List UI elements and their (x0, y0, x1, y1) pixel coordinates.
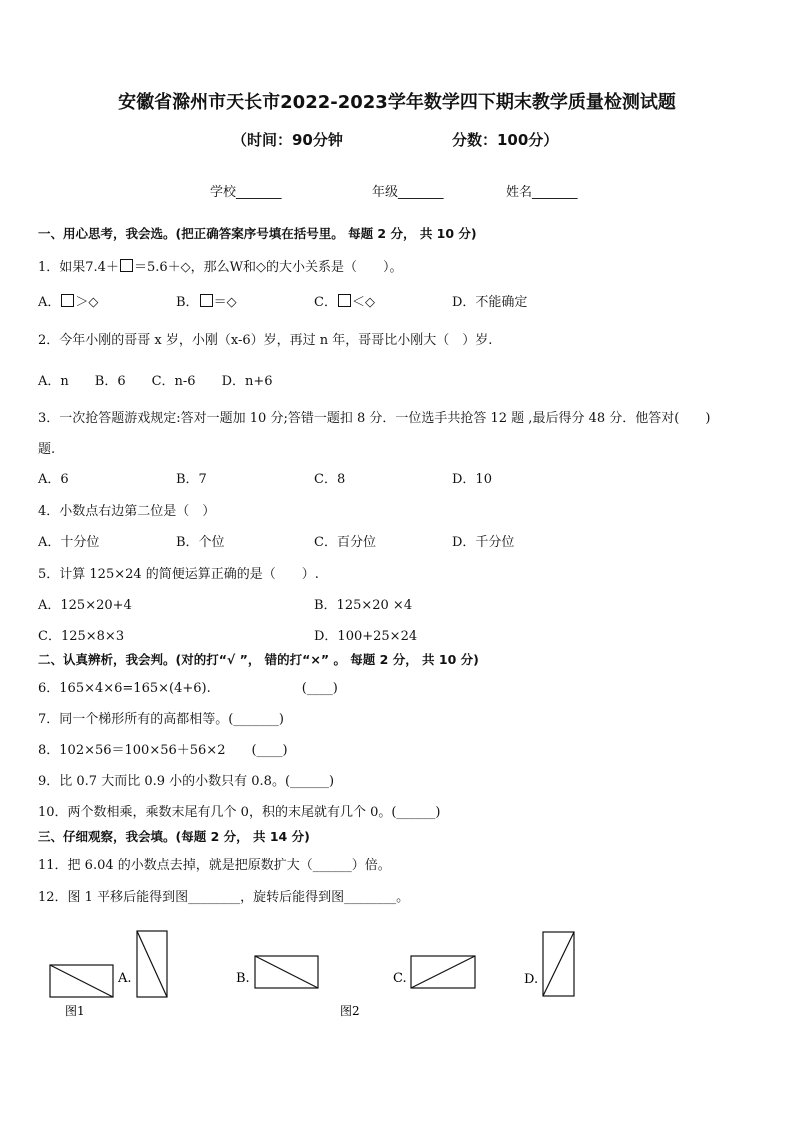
q5-option-a: A．125×20+4 (38, 598, 132, 613)
q1-option-b: B． ＝◇ (176, 295, 237, 310)
question-11: 11．把 6.04 的小数点去掉，就是把原数扩大（______）倍。 (38, 858, 391, 873)
square-icon (120, 259, 133, 272)
q3-option-c: C．8 (314, 472, 346, 487)
q1-option-a: A． ＞◇ (38, 295, 99, 310)
square-icon (200, 294, 213, 307)
option-b-rectangle (255, 956, 318, 988)
question-12: 12．图 1 平移后能得到图________，旋转后能得到图________。 (38, 890, 410, 905)
q4-option-c: C．百分位 (314, 535, 376, 550)
q4-option-d: D．千分位 (452, 535, 515, 550)
grade-field: 年级_______ (372, 185, 444, 200)
q5-option-b: B．125×20 ×4 (314, 598, 413, 613)
q3-option-d: D．10 (452, 472, 492, 487)
question-10: 10．两个数相乘，乘数末尾有几个 0，积的末尾就有几个 0。(______) (38, 805, 441, 820)
option-d-label: D. (524, 972, 539, 987)
q3-option-a: A．6 (38, 472, 69, 487)
question-9: 9．比 0.7 大而比 0.9 小的小数只有 0.8。(______) (38, 774, 335, 789)
q2-options: A．n B．6 C．n-6 D．n+6 (38, 374, 273, 389)
option-b-label: B. (236, 971, 250, 986)
question-3: 3．一次抢答题游戏规定:答对一题加 10 分;答错一题扣 8 分．一位选手共抢答 12 题 ,最后得分 48 分．他答对( ) (38, 411, 711, 426)
q1-option-d: D．不能确定 (452, 295, 528, 310)
option-d-rectangle (543, 932, 574, 996)
q1-option-c: C． ＜◇ (314, 295, 375, 310)
question-6: 6．165×4×6=165×(4+6). (____) (38, 681, 338, 696)
option-a-rectangle (137, 931, 167, 997)
question-1-text: ＝5.6＋◇，那么W和◇的大小关系是（ ）。 (133, 260, 403, 275)
rectangle-figure (0, 920, 794, 1050)
option-c-rectangle (411, 956, 475, 988)
section-3-heading: 三、仔细观察，我会填。(每题 2 分， 共 14 分) (38, 829, 310, 844)
question-1-prefix: 1．如果7.4＋ (38, 260, 119, 275)
q5-option-d: D．100+25×24 (314, 629, 418, 644)
q4-option-a: A．十分位 (38, 535, 100, 550)
option-a-label: A. (118, 971, 132, 986)
question-7: 7．同一个梯形所有的高都相等。(_______) (38, 712, 284, 727)
q3-option-b: B．7 (176, 472, 207, 487)
option-c-label: C. (393, 971, 407, 986)
time-limit: （时间：90分钟 (232, 131, 343, 149)
q4-option-b: B．个位 (176, 535, 225, 550)
figure-1-rectangle (50, 965, 113, 997)
name-field: 姓名_______ (506, 185, 578, 200)
question-1 (38, 256, 403, 275)
square-icon (338, 294, 351, 307)
school-field: 学校_______ (210, 185, 282, 200)
q5-option-c: C．125×8×3 (38, 629, 125, 644)
figure-2-label: 图2 (340, 1004, 360, 1018)
total-score: 分数：100分） (452, 131, 559, 149)
question-5: 5．计算 125×24 的简便运算正确的是（ ）. (38, 567, 319, 582)
page-title: 安徽省滁州市天长市2022-2023学年数学四下期末教学质量检测试题 (118, 92, 676, 113)
square-icon (61, 294, 74, 307)
question-3-continued: 题. (38, 442, 56, 457)
question-8: 8．102×56＝100×56＋56×2 (____) (38, 743, 288, 758)
question-2: 2．今年小刚的哥哥 x 岁，小刚（x-6）岁，再过 n 年，哥哥比小刚大（ ）岁. (38, 333, 493, 348)
section-1-heading: 一、用心思考，我会选。(把正确答案序号填在括号里。 每题 2 分， 共 10 分) (38, 226, 477, 241)
question-4: 4．小数点右边第二位是（ ） (38, 504, 216, 519)
figure-1-label: 图1 (65, 1004, 85, 1018)
section-2-heading: 二、认真辨析，我会判。(对的打“√ ”， 错的打“×” 。 每题 2 分， 共 10 分) (38, 652, 479, 667)
